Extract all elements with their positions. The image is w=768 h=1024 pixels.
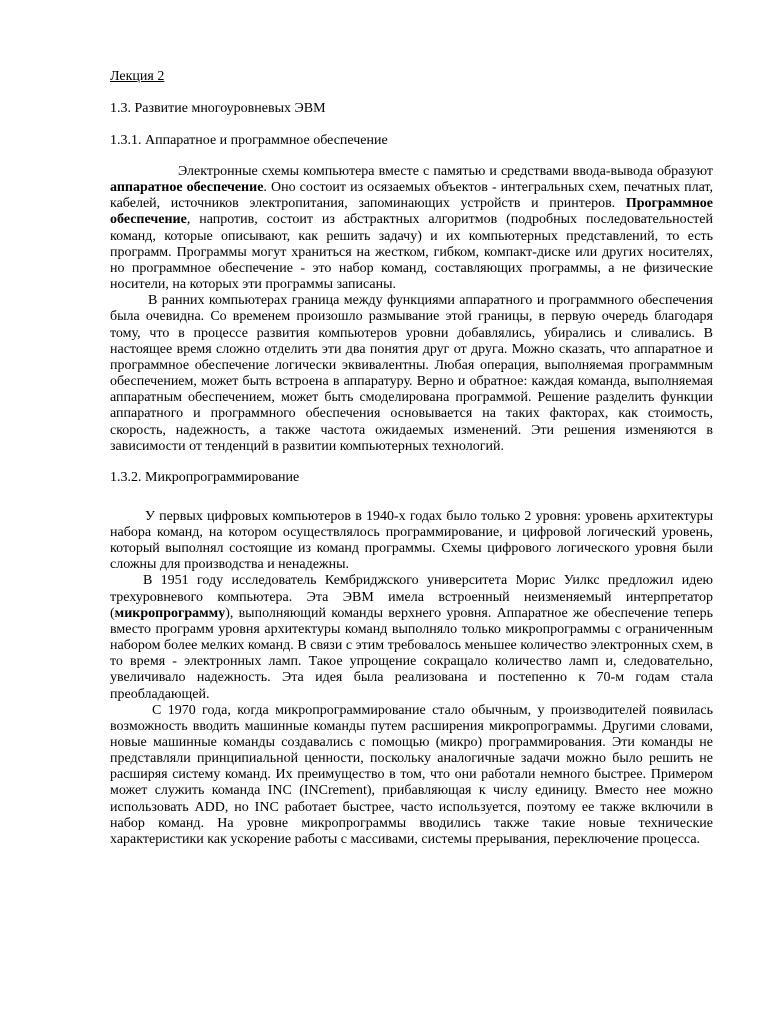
text-run: Электронные схемы компьютера вместе с памятью и средствами ввода-вывода образуют bbox=[178, 164, 713, 179]
paragraph-hardware-software-definition bbox=[110, 164, 713, 293]
text-run: В 1951 году исследователь Кембриджского университета Морис Уилкс предложил идею трехуровневого компьютера. Эта ЭВМ имела встроенный неизменяемый интерпретатор ( bbox=[110, 573, 713, 621]
text-run: ), выполняющий команды верхнего уровня. Аппаратное же обеспечение теперь вместо программ уровня архитектуры команд выполняло только микропрограммы с ограниченным набором более мелких команд. В связи с этим требовалось меньшее количество электронных схем, в то время - электронных ламп. Такое упрощение сокращало количество ламп и, следовательно, увеличивало надежность. Эта идея была реализована и постепенно к 70-м годам стала преобладающей. bbox=[110, 605, 713, 702]
text-run: . Оно состоит из осязаемых объектов - интегральных схем, печатных плат, кабелей, источников электропитания, запоминающих устройств и принтеров. bbox=[110, 180, 713, 212]
bold-term-microprogram: микропрограмму bbox=[114, 605, 226, 621]
paragraph-first-computers: У первых цифровых компьютеров в 1940-х годах было только 2 уровня: уровень архитектуры набора команд, на котором осуществлялось программирование, и цифровой логический уровень, который выполнял состоящие из команд программы. Схемы цифрового логического уровня были сложны для производства и ненадежны. bbox=[110, 508, 713, 573]
paragraph-1970-microprogramming: С 1970 года, когда микропрограммирование стало обычным, у производителей появилась возможность вводить машинные команды путем расширения микропрограммы. Другими словами, новые машинные команды создавались с помощью (микро) программирования. Эти команды не представляли принципиальной ценности, поскольку аналогичные задачи можно было решить не расширяя систему команд. Их преимущество в том, что они работали немного быстрее. Примером может служить команда INC (INCrement), прибавляющая к числу единицу. Вместо нее можно использовать ADD, но INC работает быстрее, часто используется, поэтому ее также включили в набор команд. На уровне микропрограммы вводились также такие новые технические характеристики как ускорение работы с массивами, системы прерывания, переключение процесса. bbox=[110, 702, 713, 847]
subsection-heading-hardware-software: 1.3.1. Аппаратное и программное обеспечение bbox=[110, 133, 388, 148]
text-run: , напротив, состоит из абстрактных алгоритмов (подробных последовательностей команд, которые описывают, как решить задачу) и их компьютерных представлений, то есть программ. Программы могут храниться на жестком, гибком, компакт-диске или других носителях, но программное обеспечение - это набор команд, составляющих программы, а не физические носители, на которых эти программы записаны. bbox=[110, 212, 713, 293]
lecture-title: Лекция 2 bbox=[110, 69, 165, 84]
bold-term-hardware: аппаратное обеспечение bbox=[110, 180, 264, 196]
section-heading: 1.3. Развитие многоуровневых ЭВМ bbox=[110, 101, 326, 116]
paragraph-wilkes-microprogram bbox=[110, 573, 713, 702]
paragraph-boundary-blurring: В ранних компьютерах граница между функциями аппаратного и программного обеспечения была очевидна. Со временем произошло размывание этой границы, в первую очередь благодаря тому, что в процессе развития компьютеров уровни добавлялись, убирались и сливались. В настоящее время сложно отделить эти два понятия друг от друга. Можно сказать, что аппаратное и программное обеспечение логически эквивалентны. Любая операция, выполняемая программным обеспечением, может быть встроена в аппаратуру. Верно и обратное: каждая команда, выполняемая аппаратным обеспечением, может быть смоделирована программой. Решение разделить функции аппаратного и программного обеспечения основывается на таких факторах, как стоимость, скорость, надежность, а также частота ожидаемых изменений. Эти решения изменяются в зависимости от тенденций в развитии компьютерных технологий. bbox=[110, 293, 713, 454]
subsection-heading-microprogramming: 1.3.2. Микропрограммирование bbox=[110, 469, 300, 485]
bold-term-software: Программное обеспечение bbox=[110, 196, 713, 228]
